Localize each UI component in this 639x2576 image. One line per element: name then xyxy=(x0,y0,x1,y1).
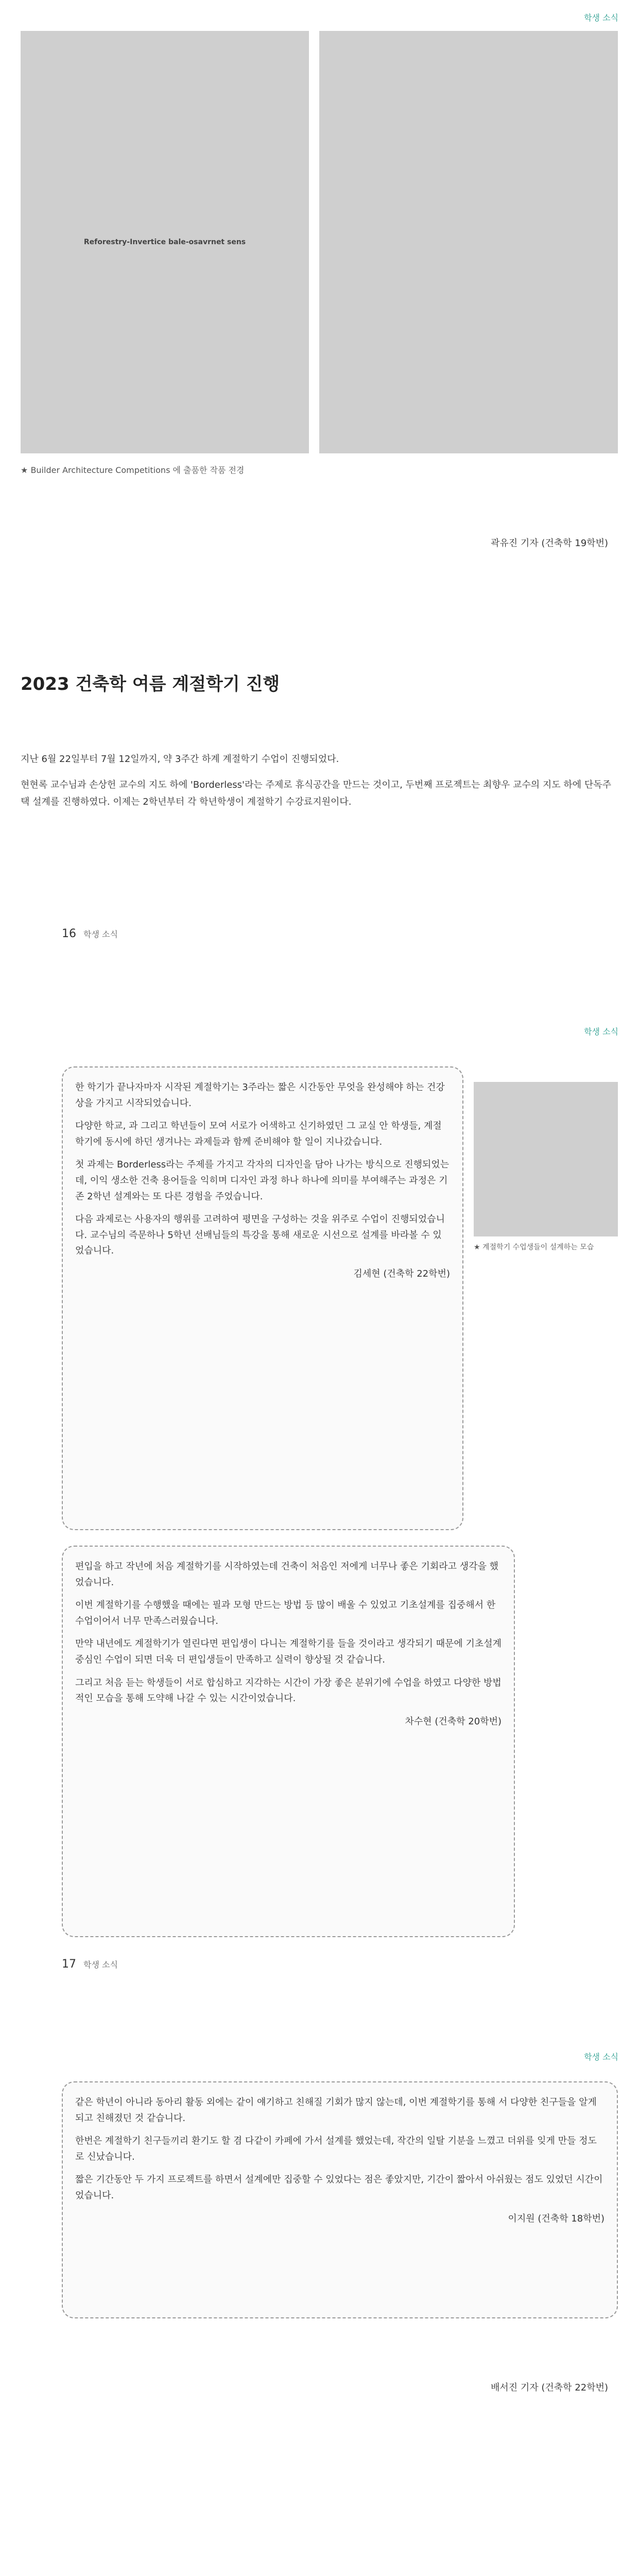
essay-3-signature: 이지원 (건축학 18학번) xyxy=(508,2213,605,2224)
poster-image-right xyxy=(319,31,618,453)
page-number-16: 16 학생 소식 xyxy=(62,927,118,940)
reporter-credit-1: 곽유진 기자 (건축학 19학번) xyxy=(491,538,608,549)
image-caption: ★ Builder Architecture Competitions 에 출품한 작품 전경 xyxy=(21,465,245,475)
poster-image-left: Reforestry-Invertice bale-osavrnet sens xyxy=(21,31,309,453)
classroom-photo xyxy=(474,1082,618,1236)
essay-2-signature: 차수현 (건축학 20학번) xyxy=(405,1716,502,1727)
star-icon: ★ xyxy=(474,1243,480,1251)
article-title: 2023 건축학 여름 계절학기 진행 xyxy=(21,674,280,694)
section-label: 학생 소식 xyxy=(584,13,618,23)
photo-caption: ★ 계절학기 수업생들이 설계하는 모습 xyxy=(474,1243,594,1251)
essay-box-1: 한 학기가 끝나자마자 시작된 계절학기는 3주라는 짧은 시간동안 무엇을 완성해야 하는 건강상을 가지고 시작되었습니다. 다양한 학교, 과 그리고 학년들이 모여 서로가 어색하고 신기하였던 그 교실 안 학생들, 계절학기에 동시에 하던 생겨나는 과제들과 함께 준비해야 할 일이 지나갔습니다. 첫 과제는 Borderless라는 주제를 가지고 각자의 디자인을 담아 나가는 방식으로 진행되었는데, 이익 생소한 건축 용어들을 익히며 디자인 과정 하나 하나에 의미를 부여해주는 과정은 기존 2학년 설계와는 또 다른 경험을 주었습니다. 다음 과제로는 사용자의 행위를 고려하여 평면을 구성하는 것을 위주로 수업이 진행되었습니다. 교수님의 즉문하나 5학년 선배님들의 특강을 통해 새로운 시선으로 설계를 바라볼 수 있었습니다. 김세현 (건축학 22학번) xyxy=(62,1066,463,1530)
section-label-2: 학생 소식 xyxy=(584,1027,618,1037)
essay-1-signature: 김세현 (건축학 22학번) xyxy=(353,1268,450,1279)
essay-box-3: 같은 학년이 아니라 동아리 활동 외에는 같이 얘기하고 친해질 기회가 많지 않는데, 이번 계절학기를 통해 서 다양한 친구들을 알게 되고 친해졌던 것 같습니다. 한번은 계절학기 친구들끼리 환기도 할 겸 다같이 카페에 가서 설계를 했었는데, 작간의 일탈 기분을 느꼈고 더위를 잊게 만들 정도로 신났습니다. 짧은 기간동안 두 가지 프로젝트를 하면서 설계에만 집중할 수 있었다는 점은 좋았지만, 기간이 짧아서 아쉬웠는 점도 있었던 시간이었습니다. 이지원 (건축학 18학번) xyxy=(62,2081,618,2318)
star-icon: ★ xyxy=(21,465,28,475)
article-body: 지난 6월 22일부터 7월 12일까지, 약 3주간 하계 계절학기 수업이 진행되었다. 현현록 교수님과 손상헌 교수의 지도 하에 'Borderless'라는 주제로 휴식공간을 만드는 것이고, 두번째 프로젝트는 최향우 교수의 지도 하에 단독주택 설계를 진행하였다. 이제는 2학년부터 각 학년학생이 계절학기 수강료지원이다. xyxy=(21,754,612,807)
reporter-credit-2: 배서진 기자 (건축학 22학번) xyxy=(491,2382,608,2393)
page-number-17: 17 학생 소식 xyxy=(62,1958,118,1971)
section-label-3: 학생 소식 xyxy=(584,2052,618,2062)
essay-box-2: 편입을 하고 작년에 처음 계절학기를 시작하였는데 건축이 처음인 저에게 너무나 좋은 기회라고 생각을 했었습니다. 이번 계절학기를 수행했을 때에는 필과 모형 만드는 방법 등 많이 배울 수 있었고 기초설계를 집중해서 한 수업이어서 너무 만족스러웠습니다. 만약 내년에도 계절학기가 열린다면 편입생이 다니는 계절학기를 들을 것이라고 생각되기 때문에 기초설계 중심인 수업이 되면 더욱 더 편입생들이 만족하고 실력이 향상될 것 같습니다. 그리고 처음 듣는 학생들이 서로 합심하고 지각하는 시간이 가장 좋은 분위기에 수업을 하였고 다양한 방법적인 모습을 통해 도약해 나갈 수 있는 시간이었습니다. 차수현 (건축학 20학번) xyxy=(62,1546,515,1937)
